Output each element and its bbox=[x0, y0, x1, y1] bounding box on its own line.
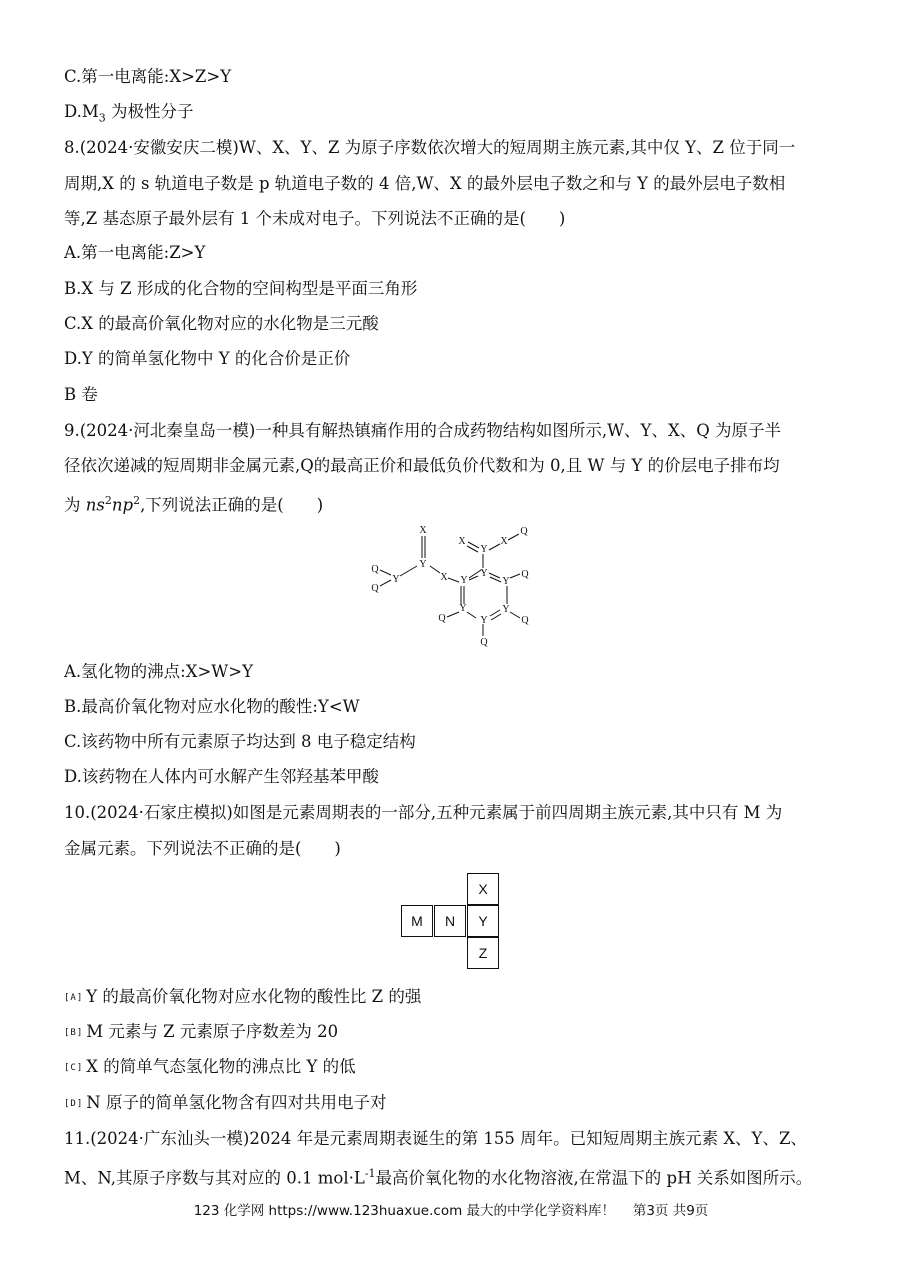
q9-p2: 2 bbox=[133, 494, 141, 507]
line-q9-2: 径依次递减的短周期非金属元素,Q的最高正价和最低负价代数和为 0,且 W 与 Y 的价层电子排布均 bbox=[64, 456, 780, 475]
periodic-table-fragment bbox=[401, 873, 500, 971]
label-x-ester: X bbox=[440, 572, 448, 583]
label-q-right2: Q bbox=[521, 615, 529, 626]
q11-2a: M、N,其原子序数与其对应的 0.1 mol·L bbox=[64, 1168, 365, 1188]
line-q9-3 bbox=[64, 491, 323, 516]
label-y-ring2: Y bbox=[480, 568, 488, 579]
molecule-structure bbox=[362, 522, 542, 650]
line-q7d bbox=[64, 102, 194, 128]
cell-m: M bbox=[401, 905, 433, 937]
cell-x: X bbox=[467, 873, 499, 905]
q7d-pre: D.M bbox=[64, 102, 99, 121]
line-q11-2 bbox=[64, 1164, 812, 1189]
line-q10d bbox=[64, 1093, 386, 1114]
option-c-text: X 的简单气态氢化物的沸点比 Y 的低 bbox=[86, 1057, 356, 1076]
line-q9d: D.该药物在人体内可水解产生邻羟基苯甲酸 bbox=[64, 767, 379, 786]
label-y-ring6: Y bbox=[459, 603, 467, 614]
line-q8b: B.X 与 Z 形成的化合物的空间构型是平面三角形 bbox=[64, 279, 418, 298]
option-tag-d: [D] bbox=[64, 1099, 84, 1109]
label-y-methyl: Y bbox=[392, 574, 400, 585]
option-d-text: N 原子的简单氢化物含有四对共用电子对 bbox=[86, 1093, 387, 1112]
line-q8d: D.Y 的简单氢化物中 Y 的化合价是正价 bbox=[64, 349, 351, 368]
label-x-upper2: X bbox=[500, 536, 508, 547]
q7d-sub: 3 bbox=[98, 111, 106, 125]
cell-y: Y bbox=[467, 905, 499, 937]
line-q10b bbox=[64, 1022, 338, 1043]
label-y-ring3: Y bbox=[502, 576, 510, 587]
q11-2b: 最高价氧化物的水化物溶液,在常温下的 pH 关系如图所示。 bbox=[375, 1168, 813, 1188]
label-q-bottom: Q bbox=[480, 637, 488, 648]
line-q7c: C.第一电离能:X>Z>Y bbox=[64, 67, 232, 86]
q7d-post: 为极性分子 bbox=[111, 102, 194, 121]
q9-3b: ,下列说法正确的是( ) bbox=[140, 495, 324, 515]
line-q9-1: 9.(2024·河北秦皇岛一模)一种具有解热镇痛作用的合成药物结构如图所示,W、Y、X、Q 为原子半 bbox=[64, 421, 781, 440]
option-a-text: Y 的最高价氧化物对应水化物的酸性比 Z 的强 bbox=[86, 987, 422, 1006]
line-q9b: B.最高价氧化物对应水化物的酸性:Y<W bbox=[64, 697, 360, 716]
label-y-ring1: Y bbox=[460, 575, 468, 586]
line-q8c: C.X 的最高价氧化物对应的水化物是三元酸 bbox=[64, 314, 379, 333]
label-y-ring5: Y bbox=[480, 615, 488, 626]
line-q9a: A.氢化物的沸点:X>W>Y bbox=[64, 662, 253, 681]
q9-3a: 为 bbox=[64, 495, 86, 515]
label-q-left1: Q bbox=[371, 564, 379, 575]
label-y-upper: Y bbox=[480, 544, 488, 555]
label-y-ring4: Y bbox=[502, 604, 510, 615]
cell-z: Z bbox=[467, 937, 499, 969]
line-q10c bbox=[64, 1057, 356, 1078]
section-b-heading: B 卷 bbox=[64, 385, 98, 404]
label-q-left2: Q bbox=[371, 583, 379, 594]
option-tag-c: [C] bbox=[64, 1063, 84, 1073]
label-q-upper: Q bbox=[520, 526, 528, 537]
line-q8-1: 8.(2024·安徽安庆二模)W、X、Y、Z 为原子序数依次增大的短周期主族元素,其中仅 Y、Z 位于同一 bbox=[64, 138, 796, 157]
line-q10a bbox=[64, 987, 421, 1008]
q9-np: np bbox=[111, 495, 134, 515]
label-y-carbonyl: Y bbox=[419, 559, 427, 570]
option-tag-b: [B] bbox=[64, 1028, 84, 1038]
label-x-upper: X bbox=[458, 536, 466, 547]
line-q8-3: 等,Z 基态原子最外层有 1 个未成对电子。下列说法不正确的是( ) bbox=[64, 209, 566, 228]
line-q8-2: 周期,X 的 s 轨道电子数是 p 轨道电子数的 4 倍,W、X 的最外层电子数之和与 Y 的最外层电子数相 bbox=[64, 174, 786, 193]
q9-ns: ns bbox=[85, 495, 105, 515]
line-q10-2: 金属元素。下列说法不正确的是( ) bbox=[64, 839, 341, 858]
line-q10-1: 10.(2024·石家庄模拟)如图是元素周期表的一部分,五种元素属于前四周期主族元素,其中只有 M 为 bbox=[64, 803, 783, 822]
line-q11-1: 11.(2024·广东汕头一模)2024 年是元素周期表诞生的第 155 周年。已知短周期主族元素 X、Y、Z、 bbox=[64, 1129, 807, 1148]
q11-2sup: -1 bbox=[364, 1167, 376, 1180]
option-b-text: M 元素与 Z 元素原子序数差为 20 bbox=[86, 1022, 339, 1041]
label-x-top: X bbox=[419, 525, 427, 536]
page-footer: 123 化学网 https://www.123huaxue.com 最大的中学化学资料库！ 第3页 共9页 bbox=[193, 1203, 709, 1219]
line-q8a: A.第一电离能:Z>Y bbox=[64, 243, 206, 262]
cell-n: N bbox=[434, 905, 466, 937]
option-tag-a: [A] bbox=[64, 993, 84, 1003]
label-q-right1: Q bbox=[521, 569, 529, 580]
label-q-left3: Q bbox=[438, 613, 446, 624]
line-q9c: C.该药物中所有元素原子均达到 8 电子稳定结构 bbox=[64, 732, 416, 751]
q9-s2: 2 bbox=[104, 494, 112, 507]
